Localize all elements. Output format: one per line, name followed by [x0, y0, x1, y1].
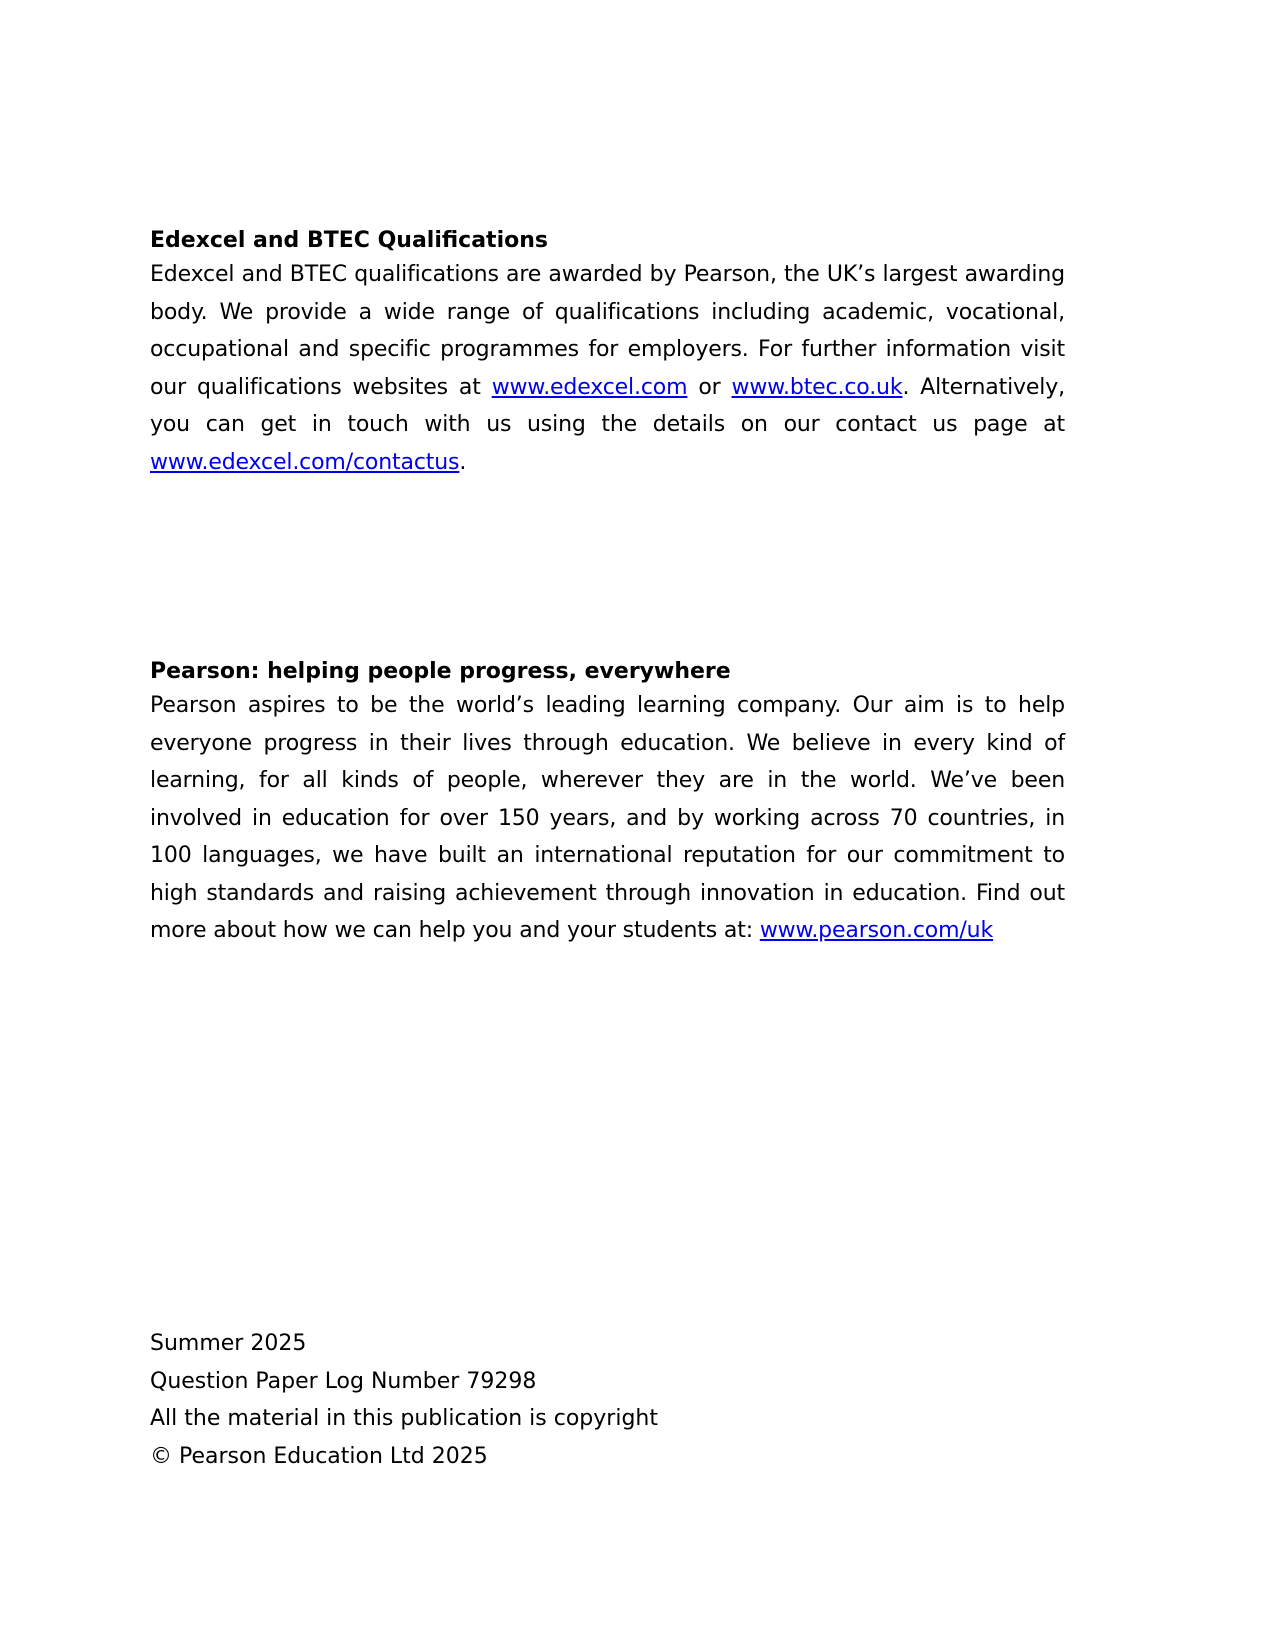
copyright-footer — [150, 1325, 1065, 1475]
footer-log-number: Question Paper Log Number 79298 — [150, 1368, 537, 1394]
edexcel-text-1: Edexcel and BTEC qualifications are awarded by Pearson, the UK’s largest awarding body. We provide a wide range of qualifications including academic, vocational, occupational and specific programmes for employers. For further information visit our qualifications websites at — [150, 262, 1065, 400]
edexcel-paragraph — [150, 256, 1065, 481]
edexcel-website-link[interactable]: www.edexcel.com — [491, 374, 688, 400]
edexcel-section — [150, 226, 1065, 481]
footer-season: Summer 2025 — [150, 1331, 307, 1356]
edexcel-text-2: or — [687, 374, 732, 400]
edexcel-text-4: . — [459, 449, 467, 475]
edexcel-text-3: . Alternatively, you can get in touch with us using the details on our contact us page at — [150, 374, 1065, 437]
btec-website-link[interactable]: www.btec.co.uk — [731, 374, 903, 400]
contact-us-link[interactable]: www.edexcel.com/contactus — [150, 449, 460, 475]
pearson-section — [150, 657, 1065, 950]
pearson-text-1: Pearson aspires to be the world’s leading learning company. Our aim is to help everyone progress in their lives through education. We believe in every kind of learning, for all kinds of people, wherever they are in the world. We’ve been involved in education for over 150 years, and by working across 70 countries, in 100 languages, we have built an international reputation for our commitment to high standards and raising achievement through innovation in education. Find out more about how we can help you and your students at: — [150, 693, 1065, 943]
footer-copyright-owner: © Pearson Education Ltd 2025 — [150, 1443, 488, 1469]
edexcel-heading: Edexcel and BTEC Qualifications — [150, 228, 548, 253]
pearson-paragraph — [150, 687, 1065, 950]
pearson-heading: Pearson: helping people progress, everywhere — [150, 659, 731, 684]
pearson-website-link[interactable]: www.pearson.com/uk — [759, 918, 994, 943]
footer-copyright-notice: All the material in this publication is copyright — [150, 1406, 658, 1431]
